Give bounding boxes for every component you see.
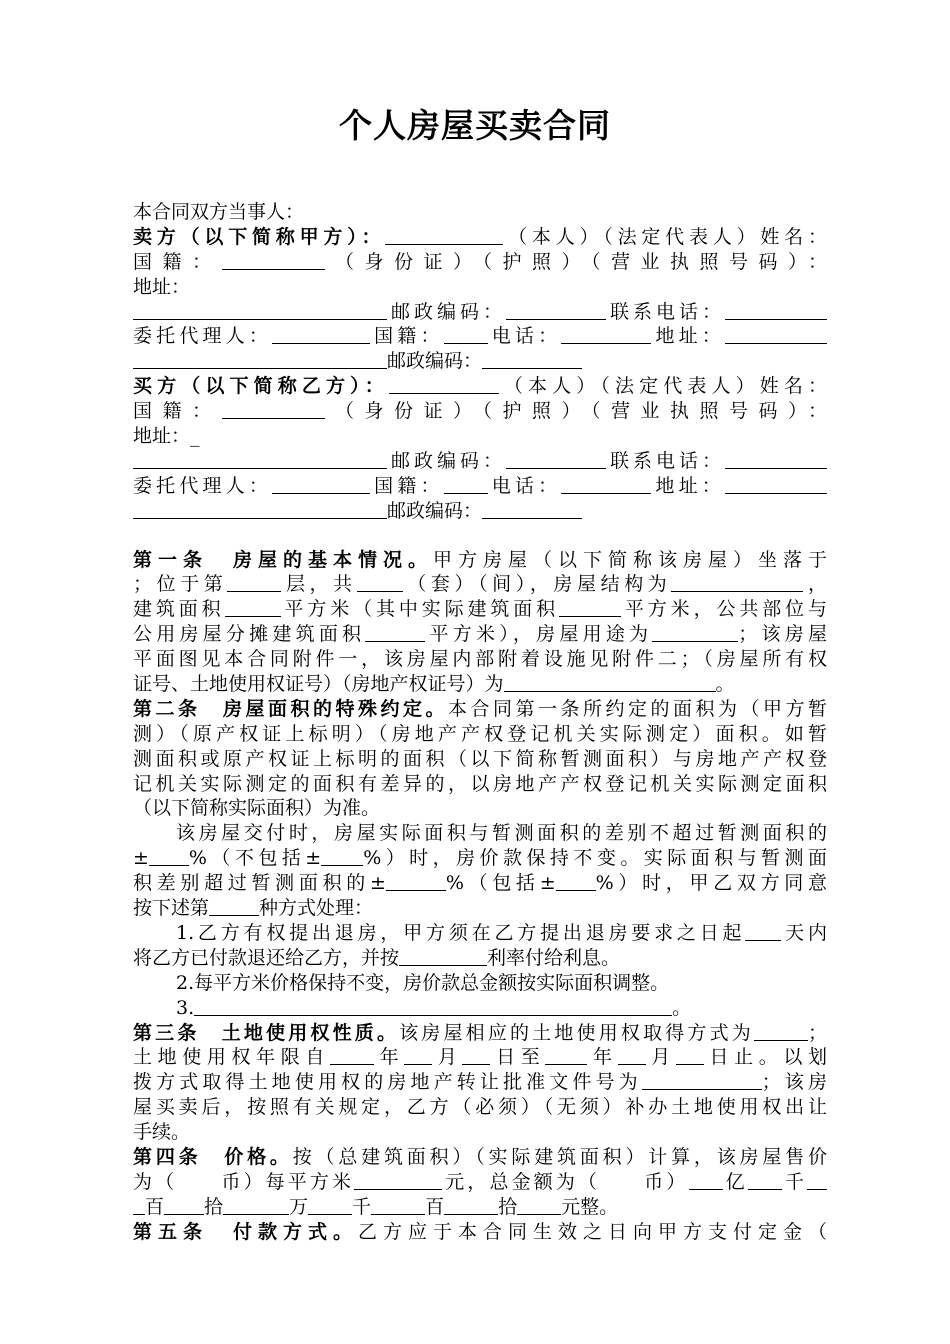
art1-l2a: ；位于第 (133, 573, 228, 596)
buyer-id-types: （身份证）（护照）（营业执照号码）： (324, 400, 827, 423)
art4-bai-lead-blank[interactable] (133, 1196, 145, 1215)
art2-p2-line3 (133, 871, 827, 896)
seller-nationality-label: 国籍： (133, 250, 222, 273)
seller-agent-address-blank[interactable] (725, 325, 827, 344)
buyer-agent-blank[interactable] (272, 475, 370, 494)
buyer-agent-addr2-blank[interactable] (133, 500, 387, 519)
seller-phone-blank[interactable] (725, 301, 827, 320)
art3-line5: 手续。 (133, 1121, 191, 1144)
art1-heading: 第一条 房屋的基本情况。 (133, 548, 433, 571)
art2-p2-line2 (133, 846, 827, 871)
art2-option-blank[interactable] (209, 897, 259, 916)
buyer-agent-postcode-label: 邮政编码： (387, 499, 483, 522)
art3-l1b: ； (807, 1021, 827, 1044)
art2-p2-line4 (133, 896, 827, 921)
art4-l2b: 元，总金额为（ 币） (442, 1170, 689, 1193)
art2-option2: 2.每平方米价格保持不变，房价款总金额按实际面积调整。 (176, 971, 670, 994)
art2-p2-line1: 该房屋交付时，房屋实际面积与暂测面积的差别不超过暂测面积的 (176, 822, 827, 845)
buyer-phone-label: 联系电话： (606, 449, 725, 472)
art4-line1 (133, 1145, 827, 1170)
seller-address-line (133, 300, 827, 325)
art2-line3: 测面积或原产权证上标明的面积（以下简称暂测面积）与房地产产权登 (133, 747, 827, 770)
buyer-agent-nationality-label: 国籍： (369, 474, 444, 497)
art4-l3d: 千 (352, 1195, 372, 1218)
art3-line2 (133, 1045, 827, 1070)
art2-p2l3c: %）时，甲乙双方同意 (595, 872, 827, 895)
art4-l3g: 元整。 (561, 1195, 619, 1218)
art4-l3a: 百 (145, 1195, 165, 1218)
art4-bai-blank[interactable] (164, 1196, 204, 1215)
buyer-agent-nationality-blank[interactable] (444, 475, 488, 494)
art2-days-blank[interactable] (745, 922, 781, 941)
seller-agent-addr2-blank[interactable] (133, 350, 387, 369)
art2-option1-line2 (133, 946, 827, 971)
art2-o1b: 天内 (781, 921, 827, 944)
art2-heading: 第二条 房屋面积的特殊约定。 (133, 697, 448, 720)
buyer-agent-postcode-blank[interactable] (482, 500, 582, 519)
art2-l1: 本合同第一条所约定的面积为（甲方暂 (448, 697, 827, 720)
art1-l4a: 公用房屋分摊建筑面积 (133, 623, 366, 646)
seller-agent-line (133, 324, 827, 349)
art1-structure-blank[interactable] (671, 573, 803, 592)
buyer-person-label: （本人）（法定代表人）姓名： (498, 375, 827, 398)
buyer-nationality-label: 国籍： (133, 400, 222, 423)
art1-cert-blank[interactable] (504, 673, 716, 692)
art1-l4c: ；该房屋 (738, 623, 827, 646)
seller-agent-postcode-label: 邮政编码： (387, 350, 483, 373)
art1-area-blank[interactable] (225, 598, 281, 617)
art3-year2-blank[interactable] (545, 1046, 587, 1065)
art2-p2l4b: 种方式处理： (259, 897, 374, 920)
art3-l2c: 月 (432, 1046, 463, 1069)
art1-l3b: 平方米（其中实际建筑面积 (280, 598, 560, 621)
art2-o1d: 利率付给利息。 (487, 946, 621, 969)
art3-day1-blank[interactable] (462, 1046, 490, 1065)
buyer-agent-line (133, 474, 827, 499)
art1-usage-blank[interactable] (652, 623, 738, 642)
art4-l1: 按（总建筑面积）（实际建筑面积）计算，该房屋售价 (292, 1145, 827, 1168)
seller-agent-postcode-blank[interactable] (482, 350, 582, 369)
seller-agent-nationality-label: 国籍： (369, 325, 444, 348)
art1-line3 (133, 597, 827, 622)
art2-pct2-blank[interactable] (321, 847, 363, 866)
art3-line1 (133, 1021, 827, 1046)
art2-p2l2a: ± (133, 847, 149, 870)
art4-line3 (133, 1195, 827, 1220)
art2-line4: 记机关实际测定的面积有差异的，以房地产产权登记机关实际测定面积 (133, 772, 827, 795)
art3-year1-blank[interactable] (330, 1046, 374, 1065)
seller-person-label: （本人）（法定代表人）姓名： (503, 225, 827, 248)
art2-line2: 测）（原产权证上标明）（房地产产权登记机关实际测定）面积。如暂 (133, 722, 827, 745)
art4-l2d: 千 (781, 1170, 807, 1193)
buyer-phone-blank[interactable] (725, 450, 827, 469)
buyer-agent-address-label: 地址： (651, 474, 725, 497)
art2-pct1-blank[interactable] (149, 847, 189, 866)
section-gap (133, 524, 827, 548)
art1-l6a: 证号、土地使用权证号）（房地产权证号）为 (133, 673, 504, 696)
art5-line1 (133, 1220, 827, 1245)
art3-l3b: ；该房 (761, 1071, 827, 1094)
art1-l3c: 平方米，公共部位与 (621, 598, 827, 621)
art4-shi2-blank[interactable] (517, 1196, 561, 1215)
art4-l3f: 拾 (498, 1195, 518, 1218)
seller-postcode-label: 邮政编码： (387, 300, 506, 323)
art3-line3 (133, 1070, 827, 1095)
art3-heading: 第三条 土地使用权性质。 (133, 1021, 400, 1044)
art2-pct4-blank[interactable] (556, 872, 596, 891)
art3-method-blank[interactable] (754, 1022, 808, 1041)
buyer-agent-phone-blank[interactable] (561, 475, 651, 494)
art1-l1: 甲方房屋（以下简称该房屋）坐落于 (433, 548, 827, 571)
buyer-nationality-blank[interactable] (222, 400, 325, 419)
art4-line2 (133, 1170, 827, 1195)
art3-l2b: 年 (373, 1046, 405, 1069)
art4-shi-blank[interactable] (223, 1196, 289, 1215)
buyer-agent-label: 委托代理人： (133, 474, 272, 497)
art1-line6 (133, 672, 827, 697)
art2-line5: （以下简称实际面积）为准。 (133, 797, 381, 820)
art4-wan-blank[interactable] (308, 1196, 352, 1215)
art3-month2-blank[interactable] (618, 1046, 646, 1065)
art4-l2c: 亿 (722, 1170, 748, 1193)
art4-yi-blank[interactable] (689, 1171, 723, 1190)
art1-l6b: 。 (715, 673, 735, 696)
art1-line2 (133, 572, 827, 597)
page-title: 个人房屋买卖合同 (339, 106, 611, 145)
buyer-line (133, 374, 827, 399)
art2-p2l2c: %）时，房价款保持不变。实际面积与暂测面 (363, 847, 827, 870)
art2-o1c: 将乙方已付款退还给乙方，并按 (133, 946, 400, 969)
art2-o3b: 。 (672, 996, 692, 1019)
art1-actual-area-blank[interactable] (559, 598, 621, 617)
art3-l2d: 日至 (490, 1046, 546, 1069)
art4-l3c: 万 (289, 1195, 309, 1218)
buyer-agent-address-blank[interactable] (725, 475, 827, 494)
seller-blank[interactable] (385, 226, 503, 245)
art2-p2l3b: %（包括± (445, 872, 556, 895)
art2-rate-blank[interactable] (399, 947, 487, 966)
buyer-address-label: 地址：_ (133, 425, 200, 448)
seller-postcode-blank[interactable] (506, 301, 606, 320)
art3-day2-blank[interactable] (676, 1046, 704, 1065)
art2-p2l2b: %（不包括± (188, 847, 322, 870)
seller-agent-phone-blank[interactable] (561, 325, 651, 344)
buyer-postcode-blank[interactable] (506, 450, 606, 469)
art4-bai2-blank[interactable] (444, 1196, 498, 1215)
art3-l1a: 该房屋相应的土地使用权取得方式为 (399, 1021, 754, 1044)
art2-p2l3a: 积差别超过暂测面积的± (133, 872, 386, 895)
seller-line (133, 225, 827, 250)
art5-l1: 乙方应于本合同生效之日向甲方支付定金（ (358, 1220, 827, 1243)
art3-l2a: 土地使用权年限自 (133, 1046, 330, 1069)
buyer-postcode-label: 邮政编码： (387, 449, 506, 472)
art1-shared-area-blank[interactable] (365, 623, 425, 642)
seller-address-label: 地址： (133, 275, 191, 298)
art3-doc-blank[interactable] (642, 1071, 762, 1090)
buyer-address-blank[interactable] (133, 450, 387, 469)
seller-agent-phone-label: 电话： (487, 325, 562, 348)
buyer-label: 买方（以下简称乙方）： (133, 375, 389, 398)
art2-p2l4a: 按下述第 (133, 897, 210, 920)
seller-agent-blank[interactable] (272, 325, 370, 344)
art1-line5: 平面图见本合同附件一，该房屋内部附着设施见附件二；（房屋所有权 (133, 648, 827, 671)
seller-agent-address-label: 地址： (651, 325, 725, 348)
art2-option1-line1 (133, 921, 827, 946)
art4-heading: 第四条 价格。 (133, 1145, 293, 1168)
art2-option3-blank[interactable] (194, 997, 672, 1016)
seller-agent-postcode-line (133, 349, 827, 374)
art3-l2g: 日止。以划 (703, 1046, 827, 1069)
art5-heading: 第五条 付款方式。 (133, 1220, 358, 1243)
art1-count-blank[interactable] (357, 573, 403, 592)
buyer-blank[interactable] (389, 375, 499, 394)
art2-option3 (133, 996, 827, 1021)
art1-l2c: （套）（间），房屋结构为 (402, 573, 672, 596)
art2-line1 (133, 697, 827, 722)
art4-l2a: 为（ 币）每平方米 (133, 1170, 355, 1193)
art1-l3a: 建筑面积 (133, 598, 225, 621)
art2-pct3-blank[interactable] (386, 872, 446, 891)
intro: 本合同双方当事人： (133, 201, 305, 223)
buyer-id-line (133, 399, 827, 424)
seller-agent-label: 委托代理人： (133, 325, 272, 348)
seller-phone-label: 联系电话： (606, 300, 725, 323)
art2-o3a: 3. (176, 996, 195, 1019)
seller-id-types: （身份证）（护照）（营业执照号码）： (324, 250, 827, 273)
art3-l2e: 年 (587, 1046, 618, 1069)
buyer-agent-phone-label: 电话： (487, 474, 562, 497)
art4-qian-blank[interactable] (748, 1171, 782, 1190)
art3-month1-blank[interactable] (404, 1046, 432, 1065)
art4-qian2-blank[interactable] (371, 1196, 425, 1215)
art1-l4b: 平方米），房屋用途为 (425, 623, 653, 646)
seller-address-blank[interactable] (133, 301, 387, 320)
art1-line1 (133, 548, 827, 573)
art1-l2b: 层，共 (281, 573, 357, 596)
art4-l3e: 百 (425, 1195, 445, 1218)
seller-label: 卖方（以下简称甲方）： (133, 225, 386, 248)
seller-agent-nationality-blank[interactable] (444, 325, 488, 344)
art4-end-blank[interactable] (807, 1171, 827, 1190)
seller-id-line (133, 250, 827, 275)
buyer-agent-postcode-line (133, 499, 827, 524)
seller-nationality-blank[interactable] (222, 251, 325, 270)
art1-l2d: ， (803, 573, 827, 596)
art4-unit-price-blank[interactable] (354, 1171, 442, 1190)
art3-line4: 屋买卖后，按照有关规定，乙方（必须）（无须）补办土地使用权出让 (133, 1096, 827, 1119)
art3-l3a: 拨方式取得土地使用权的房地产转让批准文件号为 (133, 1071, 642, 1094)
art1-line4 (133, 622, 827, 647)
art2-o1a: 1.乙方有权提出退房，甲方须在乙方提出退房要求之日起 (176, 921, 746, 944)
art1-floor-blank[interactable] (227, 573, 281, 592)
art3-l2f: 月 (645, 1046, 676, 1069)
buyer-address-line (133, 449, 827, 474)
contract-body (133, 200, 827, 1245)
art4-l3b: 拾 (204, 1195, 224, 1218)
